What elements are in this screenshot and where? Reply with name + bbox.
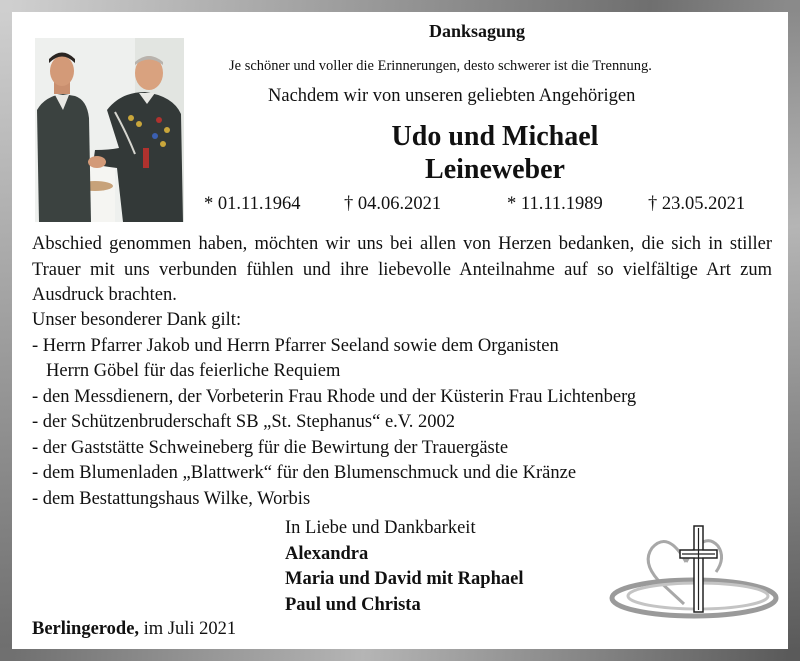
- signature-name: Paul und Christa: [285, 594, 421, 615]
- notice-title: Danksagung: [429, 21, 526, 41]
- list-item: - der Schützenbruderschaft SB „St. Stephanus“ e.V. 2002: [32, 412, 456, 432]
- list-item: Herrn Göbel für das feierliche Requiem: [46, 361, 341, 381]
- thanks-intro: Unser besonderer Dank gilt:: [32, 310, 242, 330]
- obituary-notice: [14, 14, 786, 647]
- list-item: - dem Blumenladen „Blattwerk“ für den Blumenschmuck und die Kränze: [32, 463, 577, 483]
- names-line-2: Leineweber: [425, 154, 565, 185]
- names-line-1: Udo und Michael: [391, 121, 599, 152]
- heart-cross-icon: [606, 522, 786, 622]
- list-item: - der Gaststätte Schweineberg für die Bewirtung der Trauergäste: [32, 437, 509, 458]
- quote-text: Je schöner und voller die Erinnerungen, desto schwerer ist die Trennung.: [229, 58, 652, 74]
- list-item: - dem Bestattungshaus Wilke, Worbis: [32, 488, 311, 509]
- list-item: - den Messdienern, der Vorbeterin Frau Rhode und der Küsterin Frau Lichtenberg: [32, 386, 637, 407]
- place-town: Berlingerode,: [32, 619, 140, 639]
- birth-date-udo: * 01.11.1964: [204, 194, 301, 214]
- intro-line: Nachdem wir von unseren geliebten Angehörigen: [268, 86, 636, 106]
- birth-date-michael: * 11.11.1989: [507, 194, 603, 214]
- signature-name: Maria und David mit Raphael: [285, 569, 524, 589]
- place-date: [32, 619, 236, 640]
- signature-name: Alexandra: [285, 543, 369, 564]
- deceased-names: [14, 120, 786, 186]
- place-date-text: im Juli 2021: [139, 619, 237, 639]
- thanks-paragraph: Abschied genommen haben, möchten wir uns bei allen von Herzen bedanken, die sich in stiller Trauer mit uns verbunden fühlen und ihre liebevolle Anteilnahme auf so vielfältige Art zum Ausdruck brachten.: [32, 234, 772, 305]
- list-item: - Herrn Pfarrer Jakob und Herrn Pfarrer Seeland sowie dem Organisten: [32, 335, 559, 356]
- death-date-udo: † 04.06.2021: [344, 194, 442, 214]
- death-date-michael: † 23.05.2021: [648, 194, 746, 214]
- signature-block: [285, 516, 523, 618]
- thanks-list: [32, 308, 636, 512]
- signature-intro: In Liebe und Dankbarkeit: [285, 518, 476, 538]
